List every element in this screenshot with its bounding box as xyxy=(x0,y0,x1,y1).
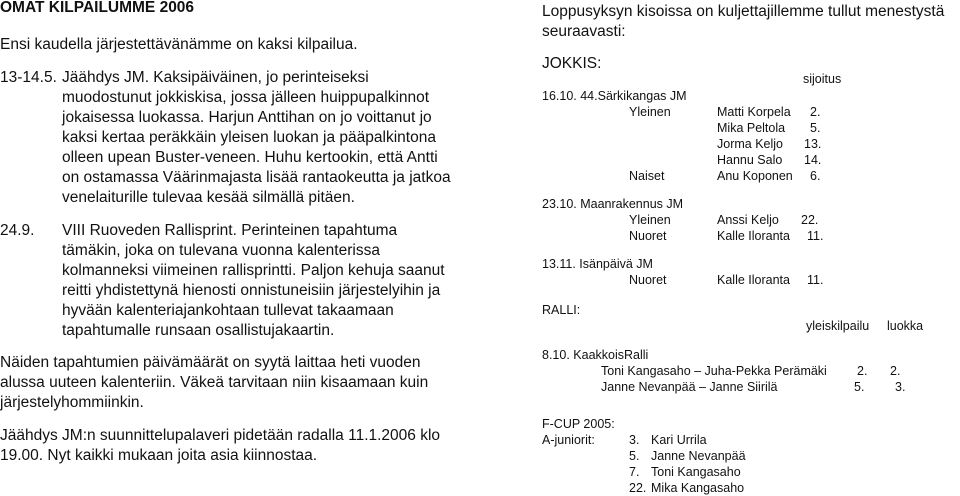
fcup-name: Toni Kangasaho xyxy=(651,465,741,479)
result-position: 5. xyxy=(810,121,821,135)
fcup-name: Mika Kangasaho xyxy=(651,481,745,495)
event-line: jokaisessa luokassa. Harjun Anttihan on jo voittanut jo xyxy=(62,109,432,126)
event-line: Jäähdys JM. Kaksipäiväinen, jo perinteiseksi xyxy=(62,69,369,86)
event-title: 16.10. 44.Särkikangas JM xyxy=(542,89,687,103)
event-line: reitti yhdistettynä hienosti onnistuneisiin järjestelyihin ja xyxy=(62,282,441,299)
result-class: Nuoret xyxy=(629,229,667,243)
event-line: venelaiturille tulevaa kesää silmällä pitäen. xyxy=(62,189,355,206)
fcup-position: 3. xyxy=(629,433,640,447)
event-line: muodostunut jokkiskisa, jossa jälleen huippupalkinnot xyxy=(62,89,430,106)
paragraph-line: Näiden tapahtumien päivämäärät on syytä laittaa heti vuoden xyxy=(0,354,421,371)
event-date: 13-14.5. xyxy=(0,69,57,86)
results-intro: Loppusyksyn kisoissa on kuljettajillemme tullut menestystä xyxy=(542,3,945,20)
result-name: Anssi Keljo xyxy=(717,213,779,227)
result-class: Naiset xyxy=(629,169,665,183)
event-title: 13.11. Isänpäivä JM xyxy=(542,257,653,271)
result-class: Yleinen xyxy=(629,105,671,119)
paragraph-line: järjestelyhommiinkin. xyxy=(0,394,144,411)
event-line: tämäkin, joka on tulevana vuonna kalenterissa xyxy=(62,242,380,259)
ralli-heading: RALLI: xyxy=(542,303,581,317)
fcup-position: 5. xyxy=(629,449,640,463)
result-position: 6. xyxy=(810,169,821,183)
result-name: Mika Peltola xyxy=(717,121,786,135)
paragraph-line: 19.00. Nyt kaikki mukaan joita asia kiinnostaa. xyxy=(0,447,318,464)
crew-names: Toni Kangasaho – Juha-Pekka Perämäki xyxy=(601,364,827,378)
event-line: VIII Ruoveden Rallisprint. Perinteinen tapahtuma xyxy=(62,222,398,239)
event-line: olleen upean Buster-veneen. Huhu kertookin, että Antti xyxy=(62,149,438,166)
result-position: 22. xyxy=(801,213,819,227)
event-line: on ostamassa Väärinmajasta lisää rantaokeutta ja jatkoa xyxy=(62,169,451,186)
result-position: 11. xyxy=(807,229,824,243)
crew-names: Janne Nevanpää – Janne Siirilä xyxy=(601,380,778,394)
fcup-position: 7. xyxy=(629,465,640,479)
event-title: 23.10. Maanrakennus JM xyxy=(542,197,684,211)
result-class: Nuoret xyxy=(629,273,667,287)
result-position: 13. xyxy=(804,137,822,151)
fcup-position: 22. xyxy=(629,481,647,495)
results-intro: seuraavasti: xyxy=(542,23,626,40)
page-title: OMAT KILPAILUMME 2006 xyxy=(0,0,195,16)
result-position: 11. xyxy=(807,273,824,287)
event-line: tapahtumalle runsaan osallistujakaartin. xyxy=(62,322,335,339)
result-name: Kalle Iloranta xyxy=(717,229,790,243)
result-name: Kalle Iloranta xyxy=(717,273,790,287)
overall-position: 2. xyxy=(857,364,868,378)
event-title: 8.10. KaakkoisRalli xyxy=(542,348,649,362)
fcup-class-label: A-juniorit: xyxy=(542,433,595,447)
paragraph-line: alussa uuteen kalenteriin. Väkeä tarvitaan niin kisaamaan kuin xyxy=(0,374,429,391)
ralli-column-class: luokka xyxy=(887,319,924,333)
intro-text: Ensi kaudella järjestettävänämme on kaksi kilpailua. xyxy=(0,36,358,53)
jokkis-heading: JOKKIS: xyxy=(542,55,602,72)
result-name: Matti Korpela xyxy=(717,105,791,119)
result-position: 14. xyxy=(804,153,822,167)
fcup-name: Kari Urrila xyxy=(651,433,707,447)
result-position: 2. xyxy=(810,105,821,119)
event-date: 24.9. xyxy=(0,222,35,239)
fcup-title: F-CUP 2005: xyxy=(542,417,615,431)
event-line: kaksi kertaa peräkkäin yleisen luokan ja pääpalkintona xyxy=(62,129,436,146)
result-name: Jorma Keljo xyxy=(717,137,783,151)
event-line: hyvään kalenteriajankohtaan tullevat takaamaan xyxy=(62,302,394,319)
overall-position: 5. xyxy=(854,380,865,394)
result-class: Yleinen xyxy=(629,213,671,227)
class-position: 2. xyxy=(890,364,901,378)
class-position: 3. xyxy=(895,380,906,394)
fcup-name: Janne Nevanpää xyxy=(651,449,746,463)
result-name: Hannu Salo xyxy=(717,153,783,167)
sijoitus-label: sijoitus xyxy=(803,72,842,86)
event-line: kolmanneksi viimeinen rallisprintti. Paljon kehuja saanut xyxy=(62,262,445,279)
result-name: Anu Koponen xyxy=(717,169,793,183)
paragraph-line: Jäähdys JM:n suunnittelupalaveri pidetään radalla 11.1.2006 klo xyxy=(0,427,441,444)
ralli-column-overall: yleiskilpailu xyxy=(806,319,870,333)
